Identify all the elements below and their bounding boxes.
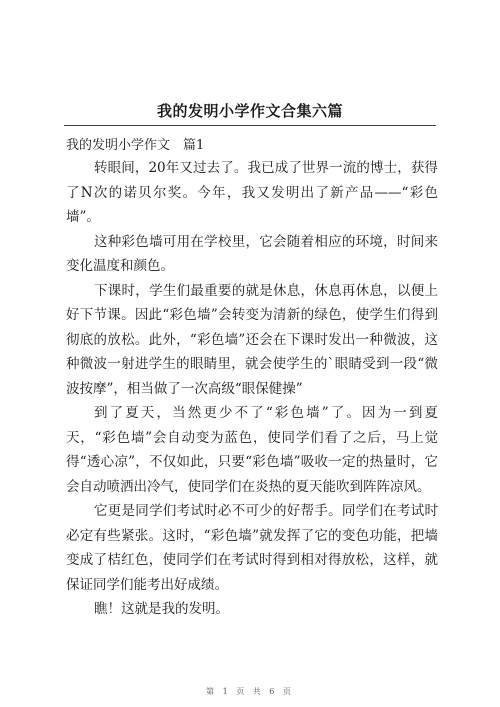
paragraph: 到了夏天，当然更少不了“彩色墙”了。因为一到夏天，“彩色墙”会自动变为蓝色，使同学们看了之后，马上觉得“透心凉”，不仅如此，只要“彩色墙”吸收一定的热量时，它会自动喷洒出冷气，使同学们在炎热的夏天能吹到阵阵凉风。 — [66, 405, 438, 495]
page-footer: 第 1 页 共 6 页 — [206, 687, 294, 696]
section-subtitle: 我的发明小学作文 篇1 — [66, 138, 205, 153]
paragraph: 下课时，学生们最重要的就是休息，休息再休息，以便上好下节课。因此“彩色墙”会转变为清新的绿色，使学生们得到彻底的放松。此外，“彩色墙”还会在下课时发出一种微波，这种微波一射进学生的眼睛里，就会使学生的`眼睛受到一段“微波按摩”，相当做了一次高级“眼保健操” — [66, 282, 438, 397]
paragraph: 瞧！这就是我的发明。 — [94, 601, 229, 617]
document-title: 我的发明小学作文合集六篇 — [156, 102, 343, 120]
paragraph: 它更是同学们考试时必不可少的好帮手。同学们在考试时必定有些紧张。这时，“彩色墙”就发挥了它的变色功能，把墙变成了桔红色，使同学们在考试时得到相对得放松，这样，就保证同学们能考出好成绩。 — [66, 503, 438, 593]
title-divider — [64, 125, 436, 126]
paragraph: 这种彩色墙可用在学校里，它会随着相应的环境，时间来变化温度和颜色。 — [66, 233, 438, 274]
document-body — [66, 156, 438, 622]
paragraph: 转眼间，20年又过去了。我已成了世界一流的博士，获得了N次的诺贝尔奖。今年，我又发明出了新产品——“彩色墙”。 — [66, 160, 438, 225]
